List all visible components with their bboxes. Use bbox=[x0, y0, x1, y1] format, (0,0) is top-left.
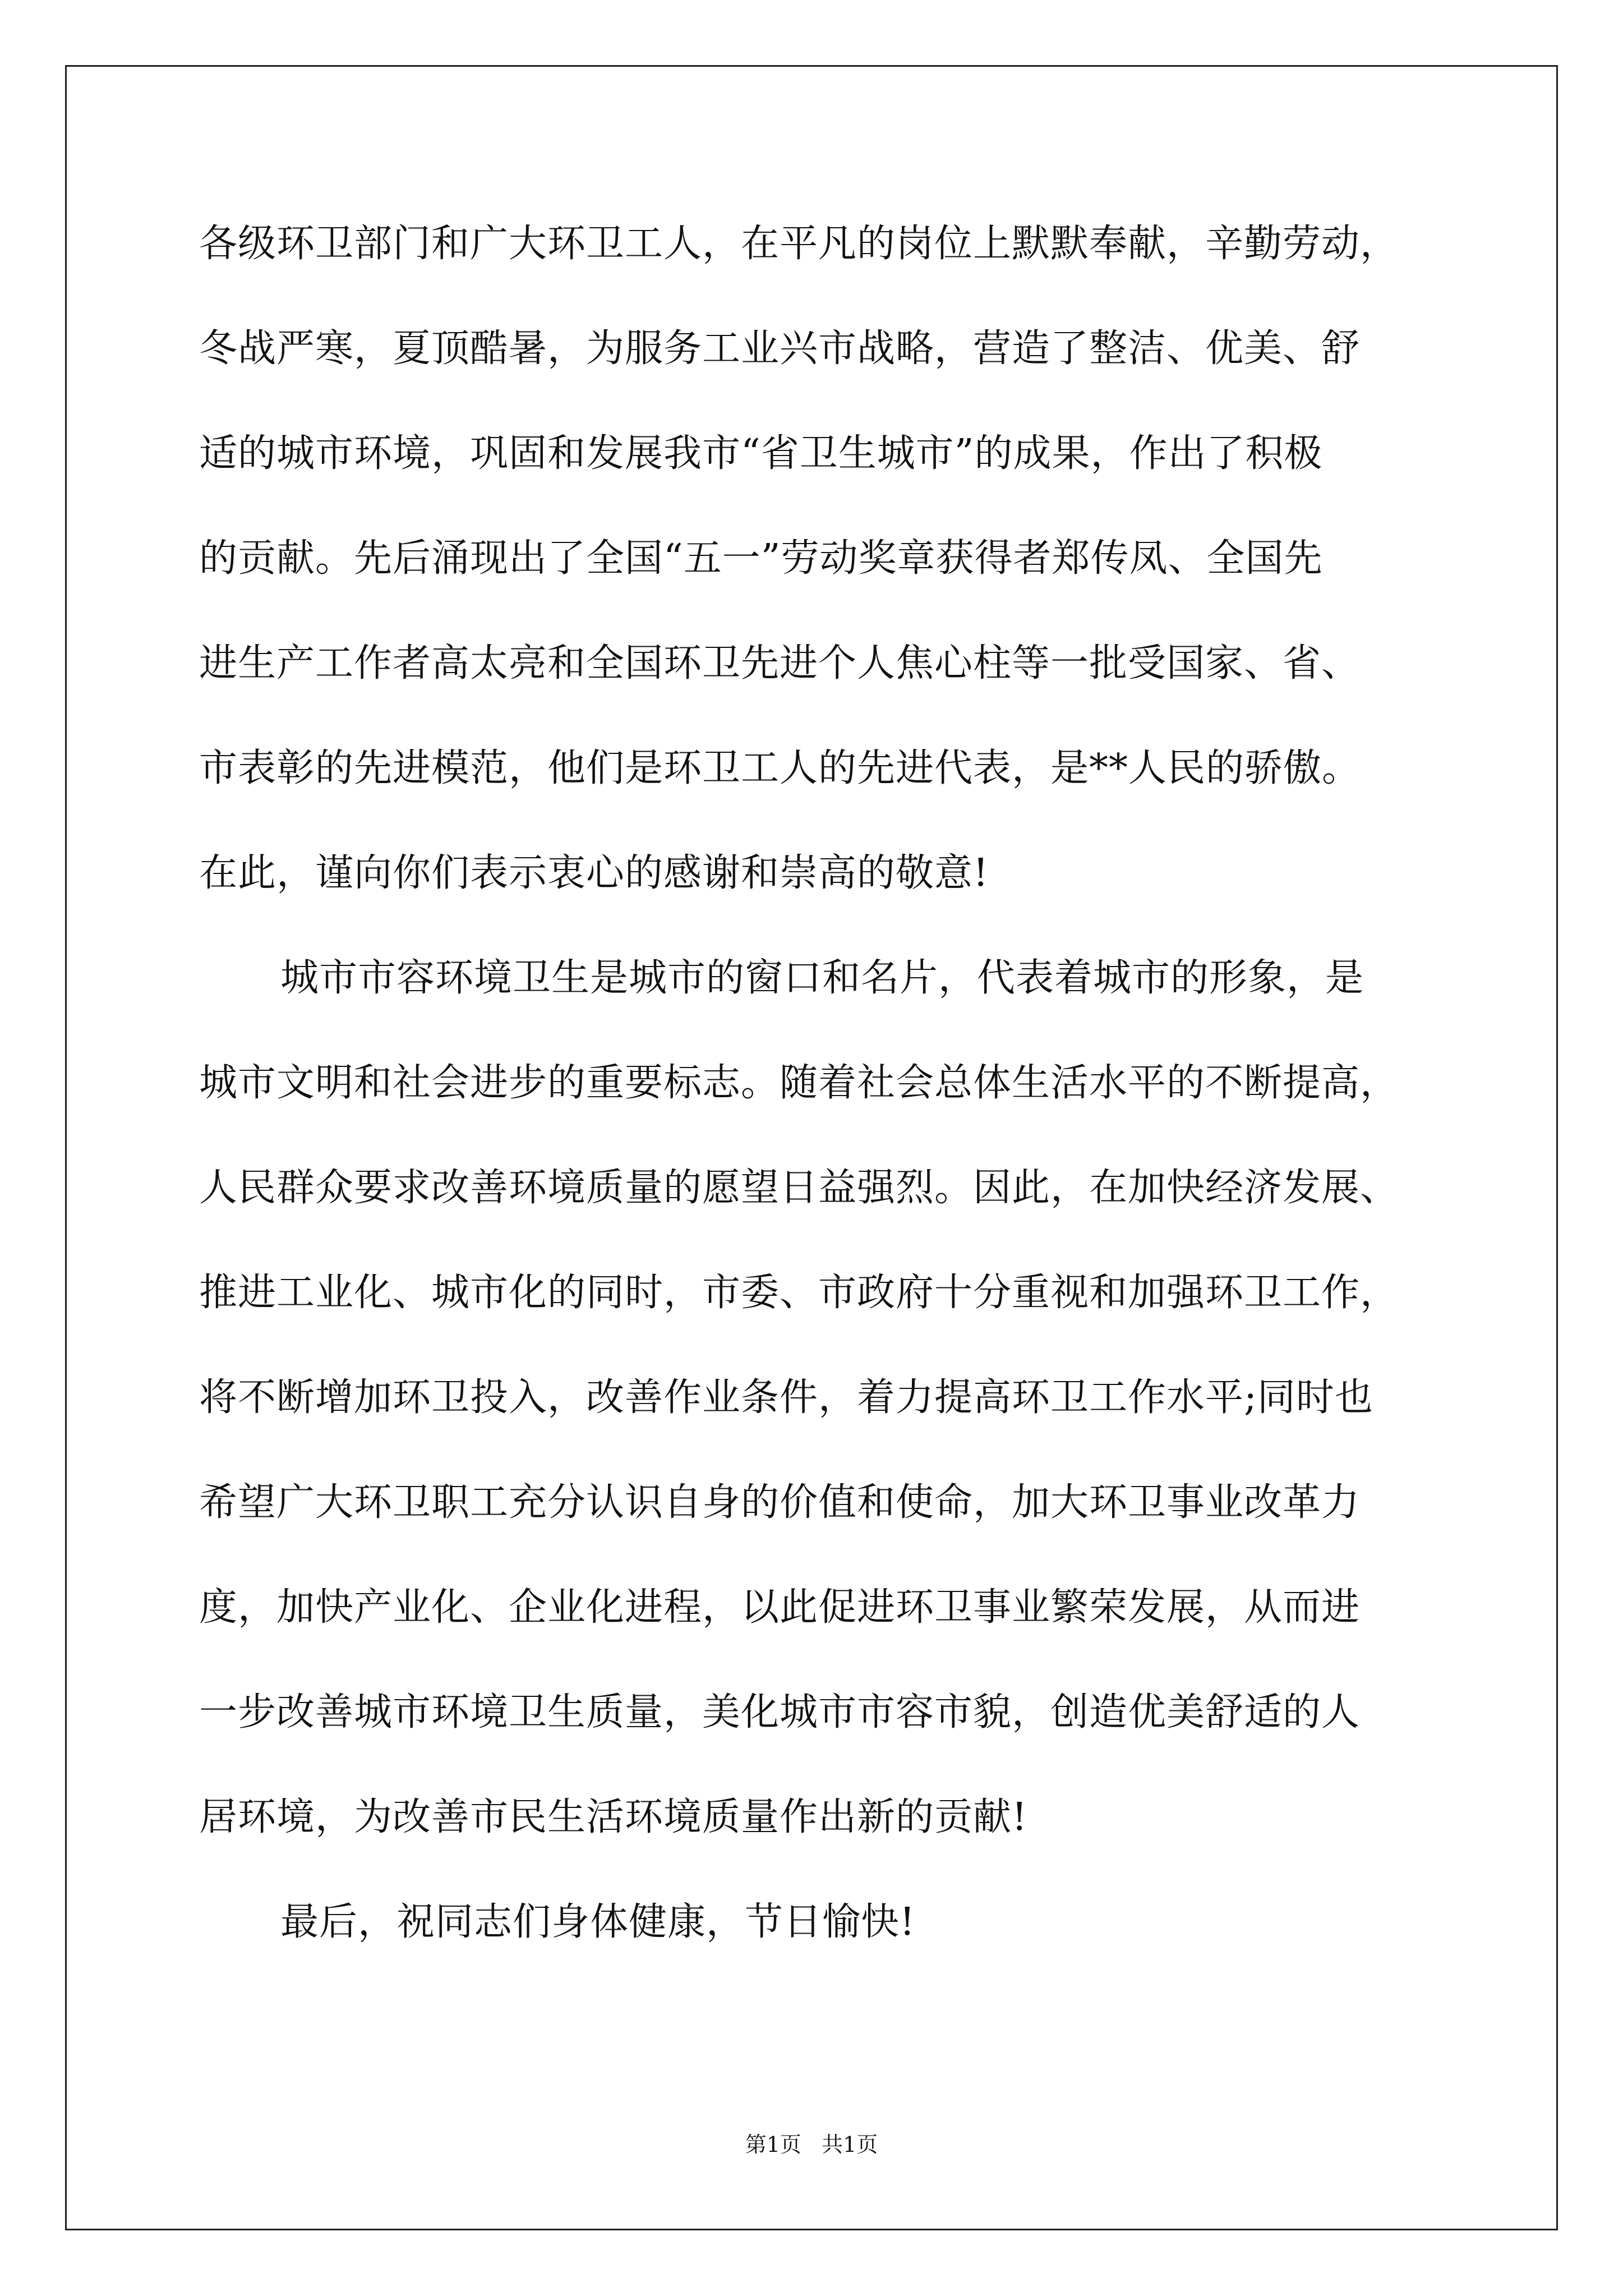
paragraph-2-line-2: 城市文明和社会进步的重要标志。随着社会总体生活水平的不断提高， bbox=[199, 1061, 1399, 1105]
paragraph-1-line-2: 冬战严寒，夏顶酷暑，为服务工业兴市战略，营造了整洁、优美、舒 bbox=[199, 326, 1361, 371]
paragraph-2-line-6: 希望广大环卫职工充分认识自身的价值和使命，加大环卫事业改革力 bbox=[199, 1480, 1361, 1525]
paragraph-1-line-1: 各级环卫部门和广大环卫工人，在平凡的岗位上默默奉献，辛勤劳动， bbox=[199, 222, 1399, 266]
paragraph-2-line-8: 一步改善城市环境卫生质量，美化城市市容市貌，创造优美舒适的人 bbox=[199, 1690, 1361, 1734]
paragraph-1-line-6: 市表彰的先进模范，他们是环卫工人的先进代表，是**人民的骄傲。 bbox=[199, 746, 1361, 790]
paragraph-1-line-3: 适的城市环境，巩固和发展我市“省卫生城市”的成果，作出了积极 bbox=[199, 431, 1323, 476]
paragraph-2-line-9: 居环境，为改善市民生活环境质量作出新的贡献! bbox=[199, 1795, 1028, 1839]
paragraph-1-line-7: 在此，谨向你们表示衷心的感谢和崇高的敬意! bbox=[199, 851, 989, 895]
paragraph-2-line-5: 将不断增加环卫投入，改善作业条件，着力提高环卫工作水平;同时也 bbox=[199, 1375, 1373, 1420]
paragraph-2-line-7: 度，加快产业化、企业化进程，以此促进环卫事业繁荣发展，从而进 bbox=[199, 1585, 1361, 1630]
paragraph-1-line-5: 进生产工作者高太亮和全国环卫先进个人焦心柱等一批受国家、省、 bbox=[199, 641, 1361, 685]
paragraph-2-line-3: 人民群众要求改善环境质量的愿望日益强烈。因此，在加快经济发展、 bbox=[199, 1166, 1399, 1210]
paragraph-2-line-1: 城市市容环境卫生是城市的窗口和名片，代表着城市的形象，是 bbox=[280, 956, 1364, 1000]
page-footer: 第1页 共1页 bbox=[745, 2132, 878, 2157]
paragraph-1-line-4: 的贡献。先后涌现出了全国“五一”劳动奖章获得者郑传凤、全国先 bbox=[199, 536, 1323, 581]
paragraph-3-line-1: 最后，祝同志们身体健康，节日愉快! bbox=[280, 1900, 916, 1944]
paragraph-2-line-4: 推进工业化、城市化的同时，市委、市政府十分重视和加强环卫工作， bbox=[199, 1271, 1399, 1315]
